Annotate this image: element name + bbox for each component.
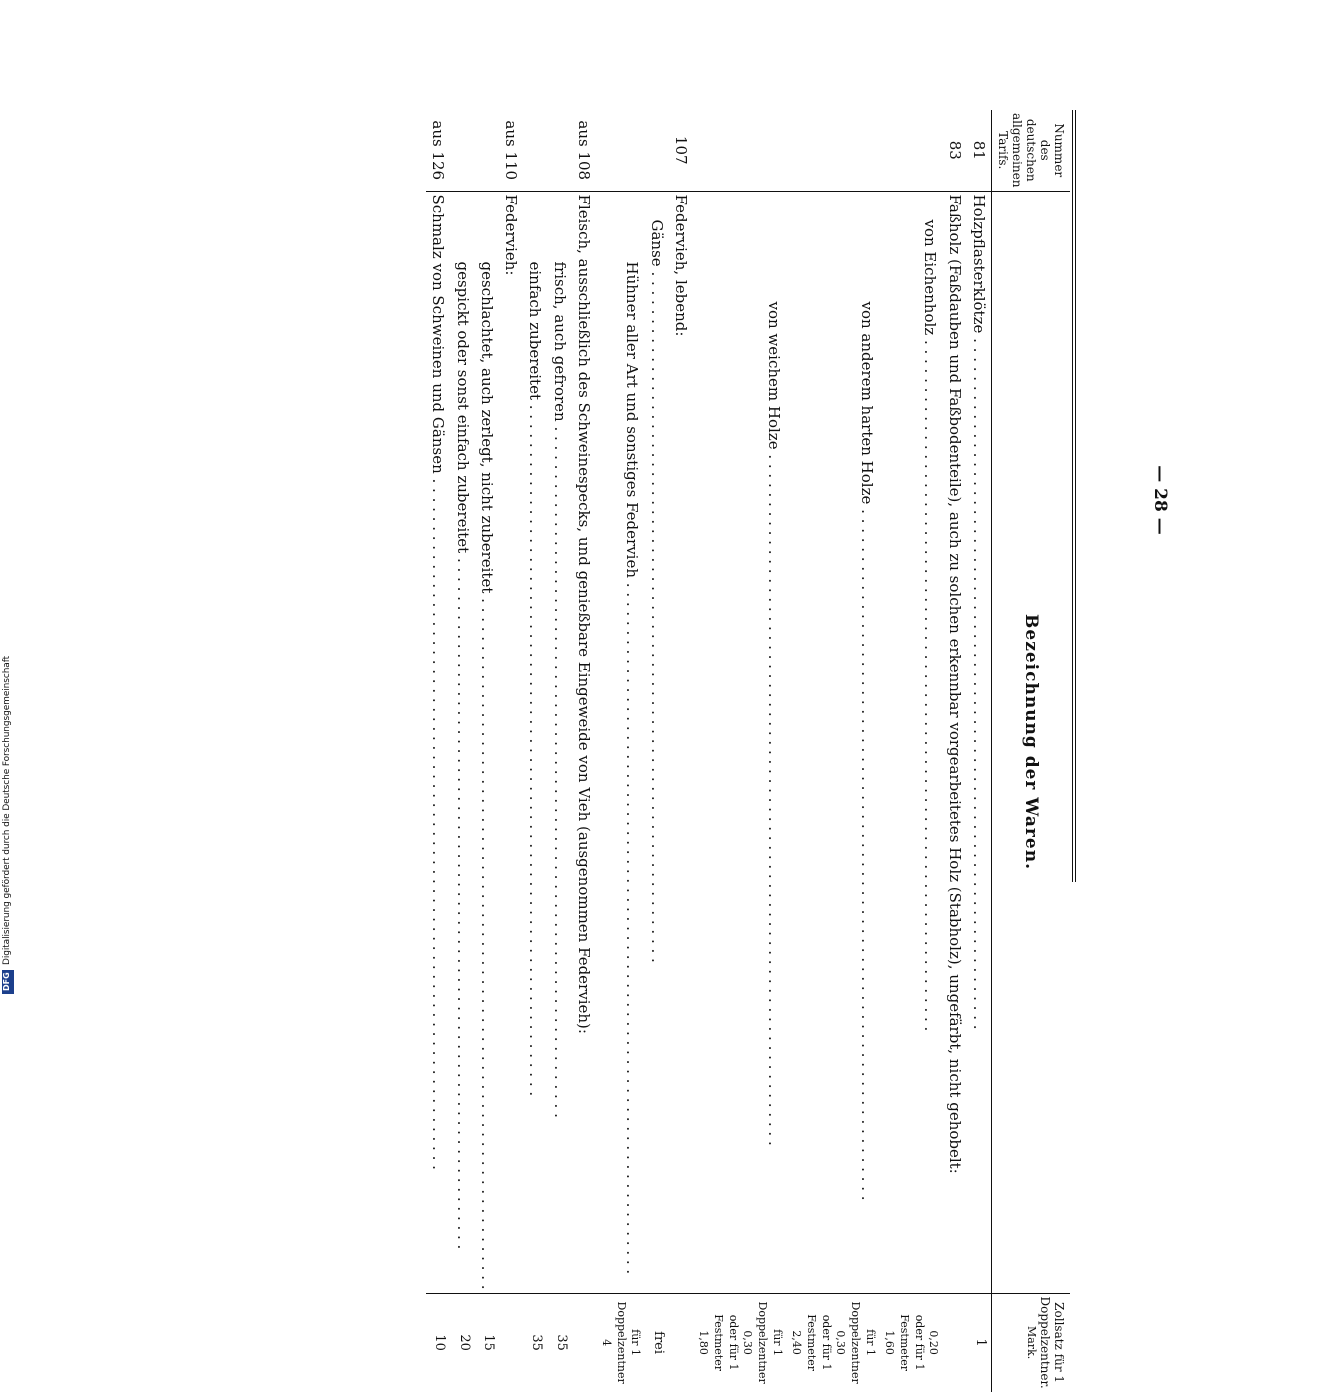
- row-rate: frei: [650, 1331, 666, 1355]
- row-description: [967, 191, 992, 1293]
- row-description-text: Hühner aller Art und sonstiges Federvieh . . .: [624, 262, 642, 1275]
- row-number: aus 110: [499, 110, 523, 191]
- row-description-text: frisch, auch gefroren . . .: [551, 262, 569, 1118]
- funding-note: [2, 605, 14, 995]
- header-number: Nummer des deutschen allgemeinen Tarifs.: [992, 110, 1071, 191]
- rotated-page: [230, 110, 1170, 1389]
- tariff-table: [426, 110, 1070, 1392]
- row-rate: [693, 1293, 786, 1392]
- row-description-text: einfach zubereitet . . .: [526, 262, 544, 1097]
- row-rate: 1: [973, 1338, 988, 1347]
- row-description: Federvieh, lebend:: [669, 191, 693, 1293]
- row-description: Federvieh:: [499, 191, 523, 1293]
- row-number: [475, 110, 499, 191]
- row-description-text: Holzpflasterklötze . . .: [970, 195, 988, 1030]
- rate-value: 0,30: [741, 1330, 755, 1355]
- row-rate: 20: [456, 1334, 472, 1351]
- table-row: [879, 110, 942, 1392]
- table-row: [645, 110, 669, 1392]
- table-row: [426, 110, 450, 1392]
- row-rate: [499, 1293, 523, 1392]
- row-rate: 10: [432, 1334, 448, 1351]
- rate-value: 2,40: [789, 1330, 803, 1355]
- rate-value: 0,20: [927, 1330, 941, 1355]
- row-description: [523, 191, 547, 1293]
- row-rate: 15: [480, 1334, 496, 1351]
- table-row: [450, 110, 474, 1392]
- row-rate: [879, 1293, 942, 1392]
- rate-value: 1,60: [882, 1330, 896, 1355]
- row-description: [879, 191, 942, 1293]
- table-row: [523, 110, 547, 1392]
- row-rate: 35: [529, 1334, 545, 1351]
- row-number: [450, 110, 474, 191]
- row-number: 81: [967, 110, 992, 191]
- row-description-text: Schmalz von Schweinen und Gänsen . . .: [429, 195, 447, 1170]
- row-description: [645, 191, 669, 1293]
- row-description: Fleisch, ausschließlich des Schweinespecks, und genießbare Eingeweide von Vieh (ausgenommen Federvieh):: [572, 191, 596, 1293]
- dfg-logo: DFG: [2, 970, 14, 994]
- row-description: Faßholz (Faßdauben und Faßbodenteile), auch zu solchen erkennbar vorgearbeitetes Holz (Stabholz), ungefärbt, nicht gehobelt:: [943, 191, 967, 1293]
- rate-unit: für 1 Doppelzentner: [614, 1301, 643, 1384]
- rate-value: 0,30: [834, 1330, 848, 1355]
- row-rate: [943, 1293, 967, 1392]
- row-description: [475, 191, 499, 1293]
- row-number: [547, 110, 571, 191]
- row-description-text: von anderem harten Holze . . .: [858, 302, 876, 1201]
- rate-unit: für 1 Doppelzentner: [849, 1301, 878, 1384]
- row-rate: [786, 1293, 879, 1392]
- row-description: [693, 191, 786, 1293]
- row-number: [645, 110, 669, 191]
- header-description: Bezeichnung der Waren.: [992, 191, 1071, 1293]
- row-number: 107: [669, 110, 693, 191]
- table-row: [669, 110, 693, 1392]
- table-row: [572, 110, 596, 1392]
- row-rate: [596, 1293, 645, 1392]
- row-number: [523, 110, 547, 191]
- table-row: [499, 110, 523, 1392]
- rate-unit: für 1 Doppelzentner: [756, 1301, 785, 1384]
- page-number: — 28 —: [1150, 465, 1170, 535]
- row-number: [693, 110, 786, 191]
- row-number: aus 126: [426, 110, 450, 191]
- top-rule: [1072, 110, 1076, 882]
- row-description-text: von weichem Holze . . .: [765, 302, 783, 1146]
- row-description-text: Gänse . . .: [648, 220, 666, 963]
- header-rate-unit: Mark.: [1025, 1325, 1038, 1360]
- rate-value: 4: [599, 1339, 613, 1347]
- row-number: aus 108: [572, 110, 596, 191]
- row-description-text: von Eichenholz . . .: [922, 220, 940, 1032]
- row-rate: 35: [553, 1334, 569, 1351]
- table-row: [967, 110, 992, 1392]
- rate-unit: oder für 1 Festmeter: [711, 1314, 740, 1371]
- table-row: [943, 110, 967, 1392]
- row-description: [426, 191, 450, 1293]
- rate-value: 1,80: [696, 1330, 710, 1355]
- header-rate: [992, 1293, 1071, 1392]
- table-header: [992, 110, 1071, 1392]
- row-description: [596, 191, 645, 1293]
- row-rate: [572, 1293, 596, 1392]
- table-row: [547, 110, 571, 1392]
- table-row: [693, 110, 786, 1392]
- table-row: [475, 110, 499, 1392]
- row-number: [786, 110, 879, 191]
- row-description-text: gespickt oder sonst einfach zubereitet . . .: [454, 262, 472, 1250]
- rate-unit: oder für 1 Festmeter: [897, 1314, 926, 1371]
- row-description: [547, 191, 571, 1293]
- rate-unit: oder für 1 Festmeter: [804, 1314, 833, 1371]
- row-number: [596, 110, 645, 191]
- row-description: [786, 191, 879, 1293]
- header-rate-label: Zollsatz für 1 Doppelzentner.: [1038, 1296, 1066, 1389]
- funding-note-text: Digitalisierung gefördert durch die Deutsche Forschungsgemeinschaft: [2, 655, 12, 965]
- row-description: [450, 191, 474, 1293]
- row-rate: [669, 1293, 693, 1392]
- row-description-text: geschlachtet, auch zerlegt, nicht zubereitet . . .: [478, 262, 496, 1290]
- row-number: 83: [943, 110, 967, 191]
- table-row: [786, 110, 879, 1392]
- row-number: [879, 110, 942, 191]
- table-row: [596, 110, 645, 1392]
